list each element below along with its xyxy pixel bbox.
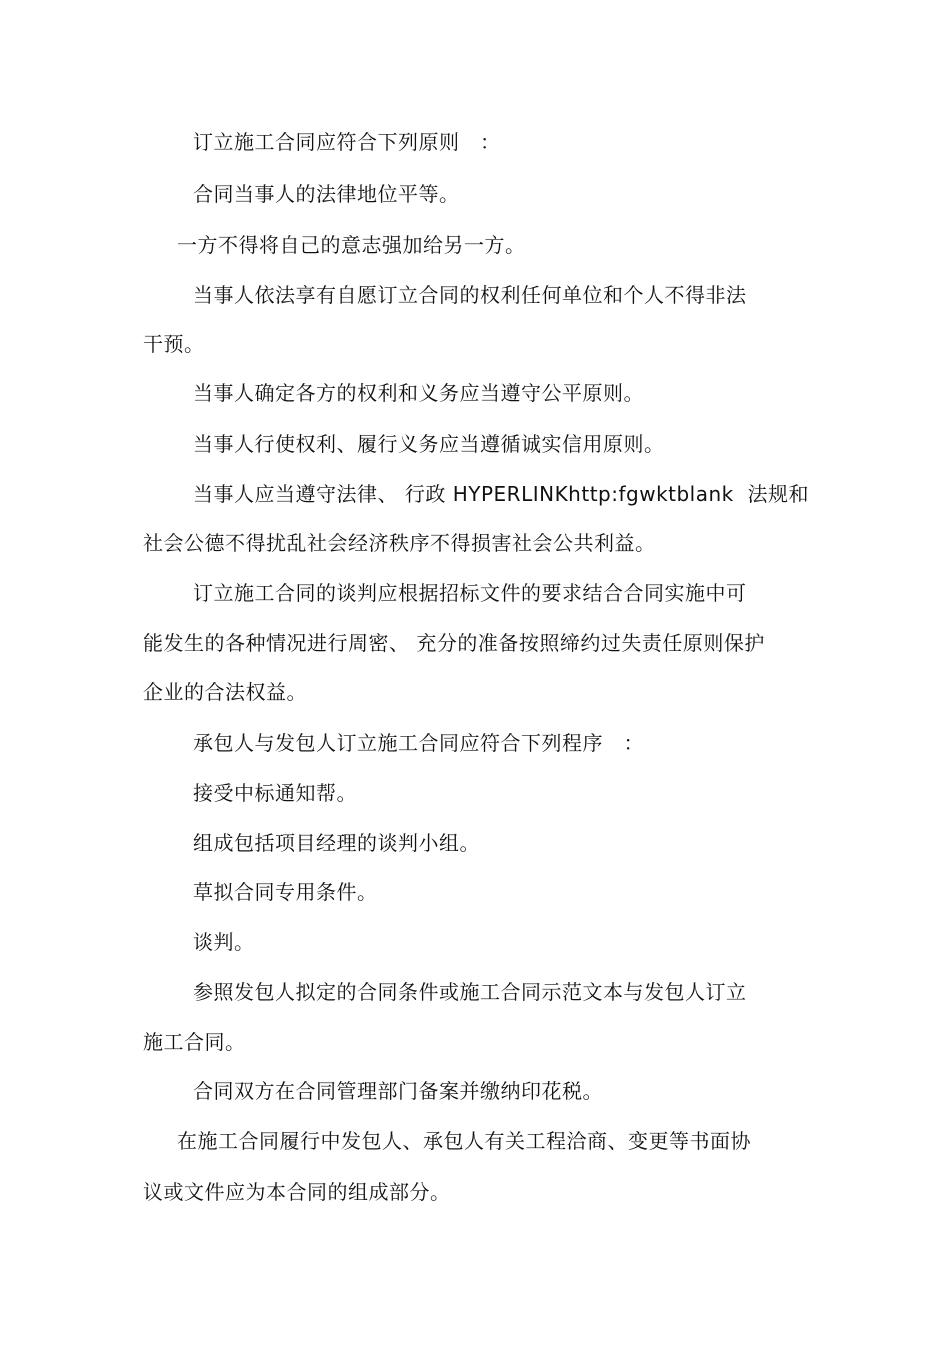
paragraph-line: 一方不得将自己的意志强加给另一方。: [177, 233, 526, 257]
paragraph-line: 草拟合同专用条件。: [193, 880, 378, 904]
paragraph-line: 合同当事人的法律地位平等。: [193, 182, 460, 206]
paragraph-line: 企业的合法权益。: [143, 680, 307, 704]
paragraph-line: 议或文件应为本合同的组成部分。: [143, 1180, 451, 1204]
paragraph-line: 能发生的各种情况进行周密、 充分的准备按照缔约过失责任原则保护: [143, 631, 765, 655]
paragraph-line: 当事人确定各方的权利和义务应当遵守公平原则。: [193, 381, 644, 405]
paragraph-line: 订立施工合同的谈判应根据招标文件的要求结合合同实施中可: [193, 581, 747, 605]
paragraph-line: 订立施工合同应符合下列原则 ：: [193, 130, 501, 154]
paragraph-line: 干预。: [143, 332, 205, 356]
paragraph-line-with-link: 当事人应当遵守法律、 行政 HYPERLINKhttp:fgwktblank 法规和: [193, 482, 809, 506]
paragraph-line: 谈判。: [193, 930, 255, 954]
paragraph-line: 当事人行使权利、履行义务应当遵循诚实信用原则。: [193, 432, 665, 456]
paragraph-line: 合同双方在合同管理部门备案并缴纳印花税。: [193, 1079, 603, 1103]
paragraph-line: 接受中标通知帮。: [193, 781, 357, 805]
paragraph-line: 施工合同。: [143, 1030, 246, 1054]
paragraph-line: 组成包括项目经理的谈判小组。: [193, 831, 480, 855]
paragraph-line: 参照发包人拟定的合同条件或施工合同示范文本与发包人订立: [193, 980, 747, 1004]
paragraph-line: 社会公德不得扰乱社会经济秩序不得损害社会公共利益。: [143, 531, 656, 555]
paragraph-line: 当事人依法享有自愿订立合同的权利任何单位和个人不得非法: [193, 283, 747, 307]
paragraph-line: 承包人与发包人订立施工合同应符合下列程序 ：: [193, 731, 644, 755]
paragraph-line: 在施工合同履行中发包人、承包人有关工程洽商、变更等书面协: [177, 1129, 751, 1153]
